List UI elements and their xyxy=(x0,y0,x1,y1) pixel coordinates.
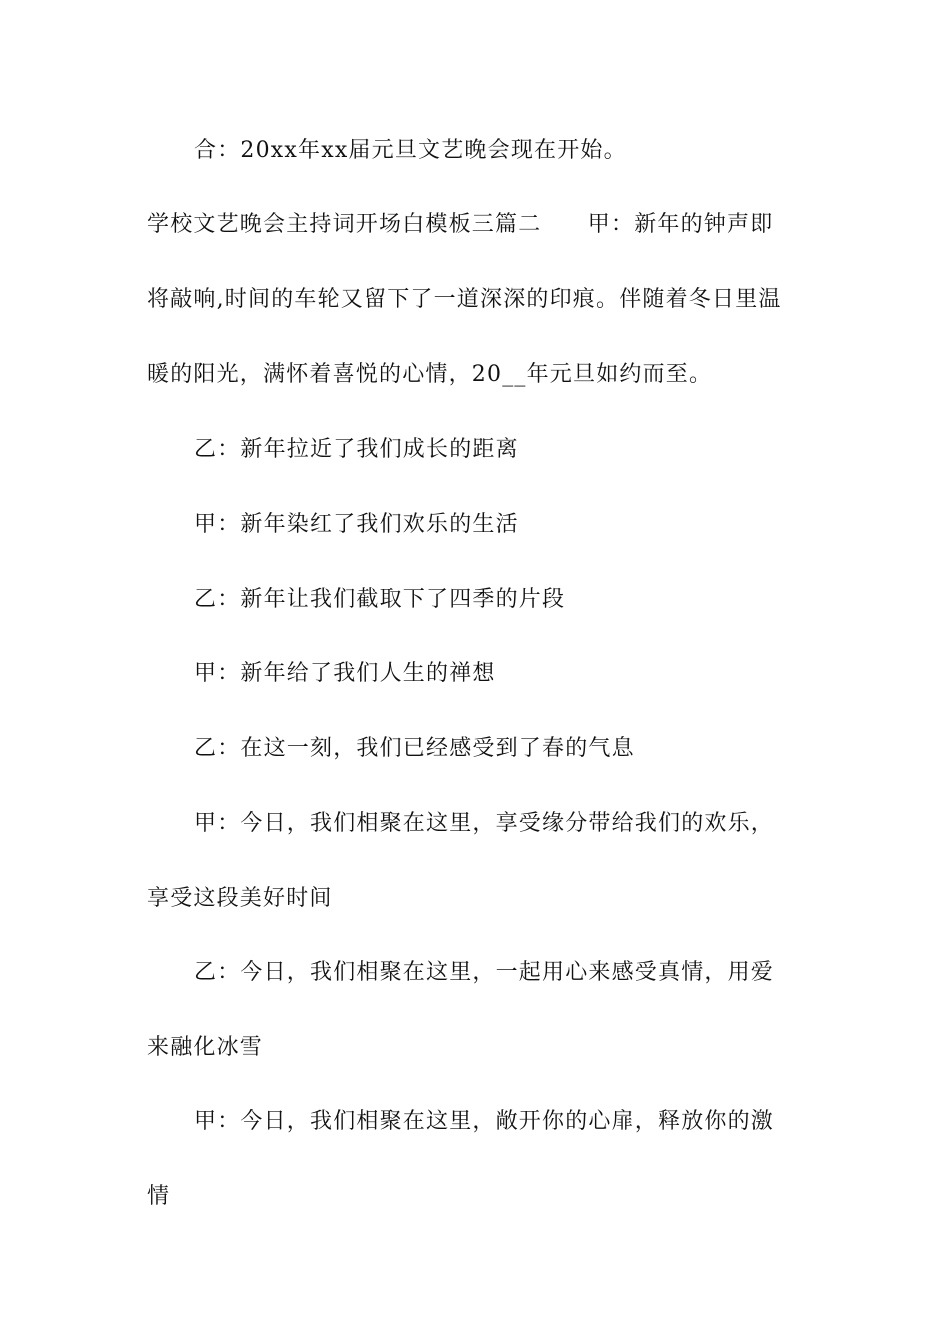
paragraph-line: 合：20xx年xx届元旦文艺晚会现在开始。 xyxy=(194,138,627,163)
paragraph-line: 乙：新年让我们截取下了四季的片段 xyxy=(194,587,566,612)
paragraph-line: 甲：今日，我们相聚在这里，享受缘分带给我们的欢乐， xyxy=(194,811,775,836)
paragraph-line: 乙：在这一刻，我们已经感受到了春的气息 xyxy=(194,736,635,761)
paragraph-line: 乙：新年拉近了我们成长的距离 xyxy=(194,437,519,462)
paragraph-line: 甲：今日，我们相聚在这里，敞开你的心扉，释放你的激 xyxy=(194,1109,775,1134)
paragraph-line: 暖的阳光，满怀着喜悦的心情，20__年元旦如约而至。 xyxy=(147,362,713,387)
paragraph-line: 来融化冰雪 xyxy=(147,1035,264,1060)
paragraph-line: 甲：新年染红了我们欢乐的生活 xyxy=(194,512,519,537)
paragraph-line: 将敲响,时间的车轮又留下了一道深深的印痕。伴随着冬日里温 xyxy=(147,287,782,312)
paragraph-line: 甲：新年给了我们人生的禅想 xyxy=(194,661,496,686)
paragraph-line: 乙：今日，我们相聚在这里，一起用心来感受真情，用爱 xyxy=(194,960,775,985)
paragraph-line: 享受这段美好时间 xyxy=(147,886,333,911)
paragraph-line: 情 xyxy=(147,1184,171,1209)
paragraph-line: 学校文艺晚会主持词开场白模板三篇二 甲：新年的钟声即 xyxy=(147,212,774,237)
